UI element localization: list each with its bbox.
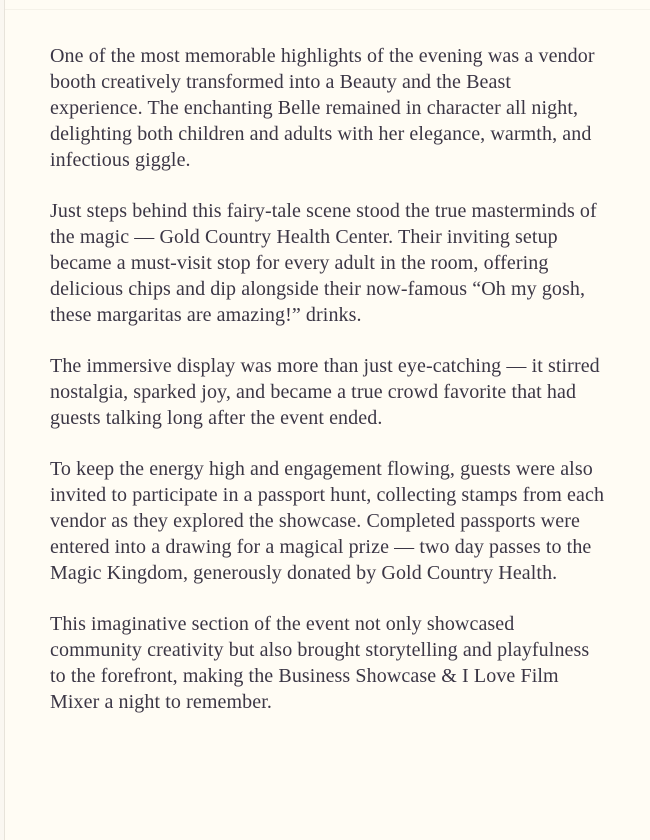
article-body — [50, 43, 608, 740]
paragraph-gold-country: Just steps behind this fairy-tale scene stood the true masterminds of the magic — Gold Country Health Center. Their inviting setup became a must-visit stop for every adult in the room, offering delicious chips and dip alongside their now-famous “Oh my gosh, these margaritas are amazing!” drinks. — [50, 200, 597, 326]
left-edge-divider — [0, 0, 5, 840]
paragraph-immersive-display: The immersive display was more than just eye-catching — it stirred nostalgia, sparked joy, and became a true crowd favorite that had guests talking long after the event ended. — [50, 355, 600, 429]
top-edge-divider — [5, 9, 650, 10]
paragraph-closing: This imaginative section of the event not only showcased community creativity but also brought storytelling and playfulness to the forefront, making the Business Showcase & I Love Film Mixer a night to remember. — [50, 613, 590, 713]
paragraph-booth-highlight: One of the most memorable highlights of the evening was a vendor booth creatively transformed into a Beauty and the Beast experience. The enchanting Belle remained in character all night, delighting both children and adults with her elegance, warmth, and infectious giggle. — [50, 45, 595, 171]
paragraph-passport-hunt: To keep the energy high and engagement flowing, guests were also invited to participate in a passport hunt, collecting stamps from each vendor as they explored the showcase. Completed passports were entered into a drawing for a magical prize — two day passes to the Magic Kingdom, generously donated by Gold Country Health. — [50, 458, 605, 584]
